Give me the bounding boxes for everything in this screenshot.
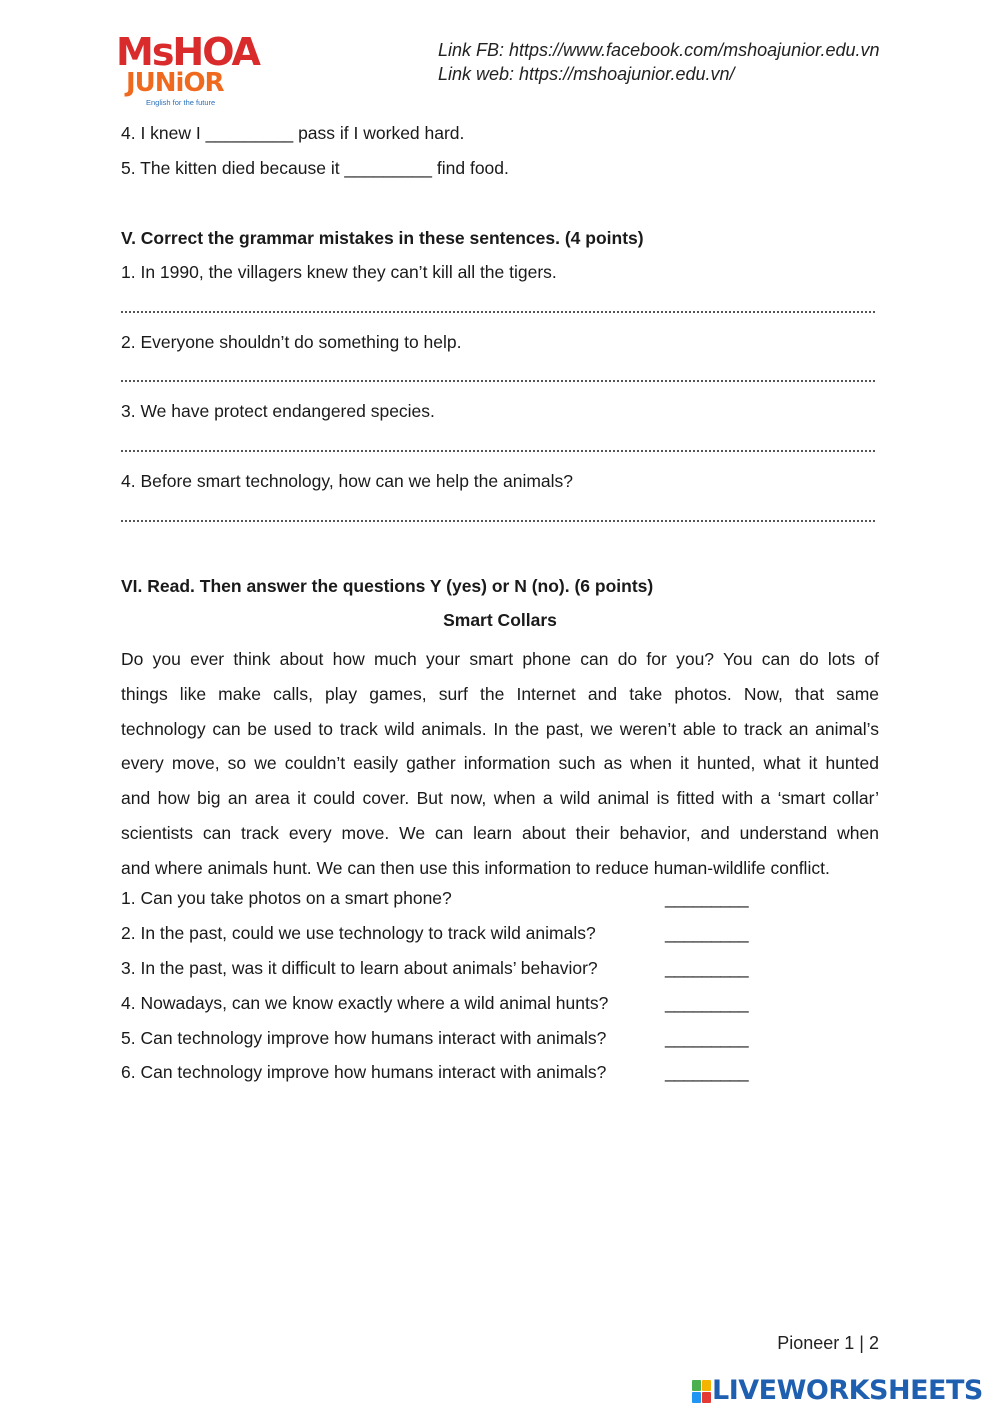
section-v-heading: V. Correct the grammar mistakes in these sentences. (4 points) <box>121 228 644 248</box>
logo-tagline: English for the future <box>146 98 216 107</box>
correction-item-3: 3. We have protect endangered species. <box>121 401 435 421</box>
section-vi-heading: VI. Read. Then answer the questions Y (yes) or N (no). (6 points) <box>121 576 654 596</box>
question-4: 4. Nowadays, can we know exactly where a wild animal hunts? <box>121 993 609 1013</box>
page-number: Pioneer 1 | 2 <box>777 1333 879 1353</box>
correction-item-1: 1. In 1990, the villagers knew they can’t kill all the tigers. <box>121 262 557 282</box>
question-1: 1. Can you take photos on a smart phone? <box>121 888 452 908</box>
answer-blank-5[interactable]: _________ <box>665 1028 749 1048</box>
passage-line: scientists can track every move. We can learn about their behavior, and understand when <box>121 822 879 843</box>
correction-item-2: 2. Everyone shouldn’t do something to help. <box>121 332 462 352</box>
logo-sub-text: JUNiOR <box>126 68 224 98</box>
answer-blank-2[interactable]: _________ <box>665 923 749 943</box>
passage-line: Do you ever think about how much your smart phone can do for you? You can do lots of <box>121 649 879 669</box>
answer-line-3[interactable] <box>121 450 875 452</box>
passage-line: things like make calls, play games, surf the Internet and take photos. Now, that same <box>121 683 879 704</box>
link-facebook[interactable]: Link FB: https://www.facebook.com/mshoajunior.edu.vn <box>438 40 880 60</box>
link-website[interactable]: Link web: https://mshoajunior.edu.vn/ <box>438 64 735 84</box>
answer-line-4[interactable] <box>121 520 875 522</box>
exercise-iv-item-4: 4. I knew I _________ pass if I worked hard. <box>121 123 465 143</box>
question-2: 2. In the past, could we use technology to track wild animals? <box>121 923 596 943</box>
passage-line: and where animals hunt. We can then use this information to reduce human-wildlife conflict. <box>121 857 830 878</box>
passage-line: every move, so we couldn’t easily gather information such as when it hunted, what it hunted <box>121 753 879 774</box>
exercise-iv-item-5: 5. The kitten died because it _________ find food. <box>121 158 509 178</box>
question-5: 5. Can technology improve how humans interact with animals? <box>121 1028 607 1048</box>
answer-blank-6[interactable]: _________ <box>665 1062 749 1082</box>
answer-line-2[interactable] <box>121 380 875 382</box>
question-3: 3. In the past, was it difficult to learn about animals’ behavior? <box>121 958 598 978</box>
question-6: 6. Can technology improve how humans interact with animals? <box>121 1062 607 1082</box>
answer-blank-1[interactable]: _________ <box>665 888 749 908</box>
passage-line: and how big an area it could cover. But now, when a wild animal is fitted with a ‘smart collar’ <box>121 788 879 809</box>
answer-blank-4[interactable]: _________ <box>665 993 749 1013</box>
liveworksheets-icon <box>692 1380 710 1402</box>
mshoa-junior-logo <box>112 30 272 112</box>
correction-item-4: 4. Before smart technology, how can we help the animals? <box>121 471 574 491</box>
passage-line: technology can be used to track wild animals. In the past, we weren’t able to track an animal’s <box>121 718 879 739</box>
answer-line-1[interactable] <box>121 311 875 313</box>
header-links <box>438 38 880 86</box>
reading-passage <box>121 642 879 886</box>
liveworksheets-wordmark: LIVEWORKSHEETS <box>712 1375 983 1406</box>
reading-title: Smart Collars <box>443 610 557 630</box>
answer-blank-3[interactable]: _________ <box>665 958 749 978</box>
liveworksheets-brand <box>692 1376 983 1406</box>
logo-main-text: MsHOA <box>116 30 259 74</box>
